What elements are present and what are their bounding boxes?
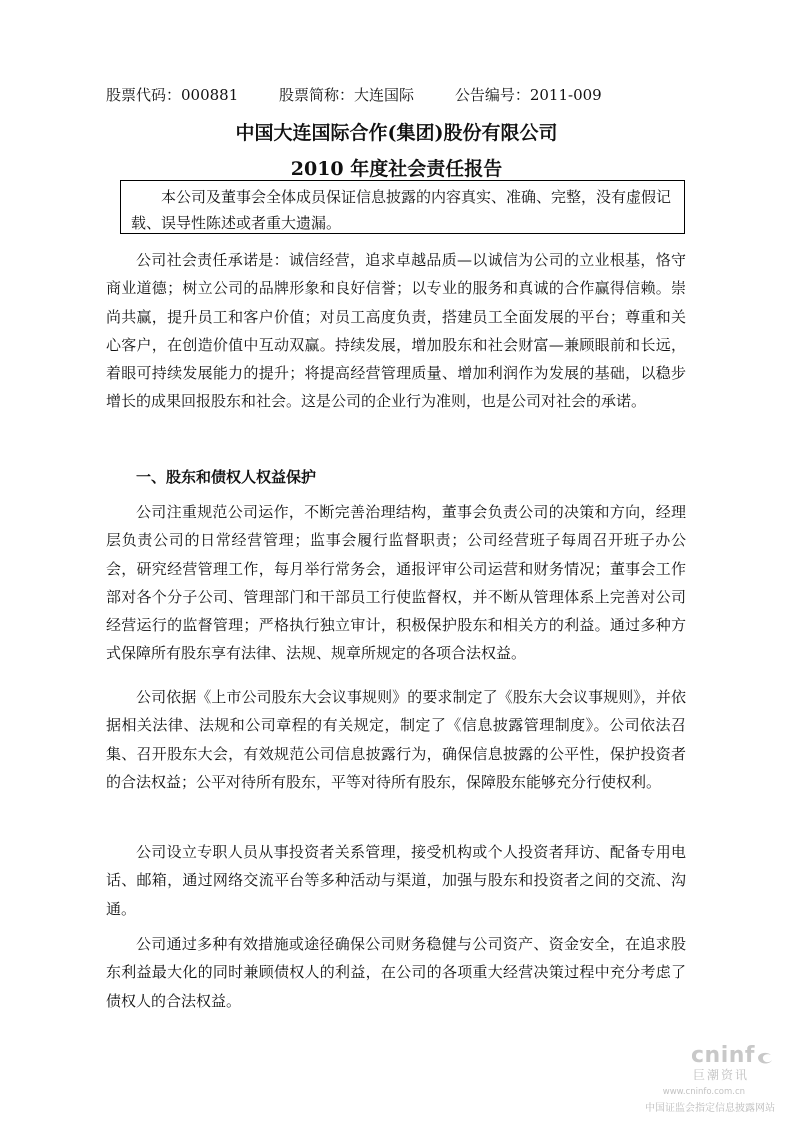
paragraph-governance: 公司注重规范公司运作，不断完善治理结构，董事会负责公司的决策和方向，经理层负责公司的日常经营管理；监事会履行监督职责；公司经营班子每周召开班子办公会，研究经营管理工作，每月举行常务会，通报评审公司运营和财务情况；董事会工作部对各个分子公司、管理部门和干部员工行使监督权，并不断从管理体系上完善对公司经营运行的监督管理；严格执行独立审计，积极保护股东和相关方的利益。通过多种方式保障所有股东享有法律、法规、规章所规定的各项合法权益。 [106,503,686,663]
report-title: 2010 年度社会责任报告 [290,158,503,180]
cninfo-watermark [625,1043,775,1118]
company-title: 中国大连国际合作(集团)股份有限公司 [235,122,558,144]
paragraph-investor-relations: 公司设立专职人员从事投资者关系管理，接受机构或个人投资者拜访、配备专用电话、邮箱，通过网络交流平台等多种活动与渠道，加强与股东和投资者之间的交流、沟通。 [106,843,686,918]
stock-code: 股票代码：000881 [106,86,239,104]
section-heading-shareholders: 一、股东和债权人权益保护 [136,468,317,486]
stock-name: 股票简称：大连国际 [279,86,415,104]
paragraph-creditors: 公司通过多种有效措施或途径确保公司财务稳健与公司资产、资金安全，在追求股东利益最大化的同时兼顾债权人的利益，在公司的各项重大经营决策过程中充分考虑了债权人的合法权益。 [106,935,686,1010]
disclaimer-box: 本公司及董事会全体成员保证信息披露的内容真实、准确、完整，没有虚假记载、误导性陈述或者重大遗漏。 [120,180,685,234]
paragraph-shareholder-meeting: 公司依据《上市公司股东大会议事规则》的要求制定了《股东大会议事规则》，并依据相关法律、法规和公司章程的有关规定，制定了《信息披露管理制度》。公司依法召集、召开股东大会，有效规范公司信息披露行为，确保信息披露的公平性，保护投资者的合法权益；公平对待所有股东，平等对待所有股东，保障股东能够充分行使权利。 [106,688,686,791]
watermark-brand-cn: 巨潮资讯 [692,1068,749,1082]
watermark-url: www.cninfo.com.cn [662,1087,745,1097]
document-header [106,84,602,105]
watermark-description: 中国证监会指定信息披露网站 [645,1103,775,1114]
paragraph-commitment: 公司社会责任承诺是：诚信经营，追求卓越品质—以诚信为公司的立业根基，恪守商业道德；树立公司的品牌形象和良好信誉；以专业的服务和真诚的合作赢得信赖。崇尚共赢，提升员工和客户价值；对员工高度负责，搭建员工全面发展的平台；尊重和关心客户，在创造价值中互动双赢。持续发展，增加股东和社会财富—兼顾眼前和长远，着眼可持续发展能力的提升；将提高经营管理质量、增加利润作为发展的基础，以稳步增长的成果回报股东和社会。这是公司的企业行为准则，也是公司对社会的承诺。 [106,251,686,411]
notice-number: 公告编号：2011-009 [454,86,602,104]
watermark-brand: cninf [691,1043,755,1068]
swirl-logo-icon [755,1050,775,1066]
